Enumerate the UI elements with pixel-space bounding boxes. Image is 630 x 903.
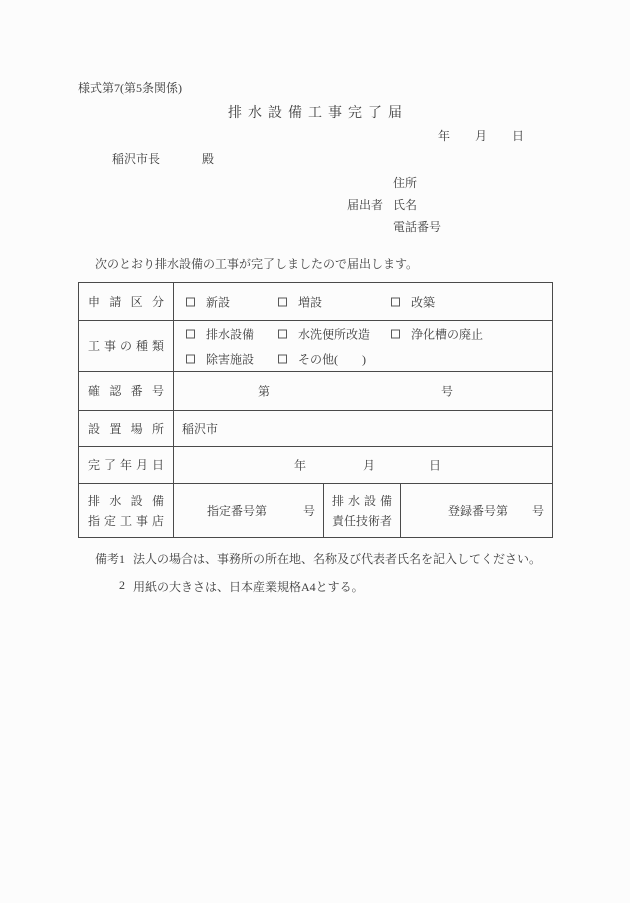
row-label-contractor: 排 水 設 備 指 定 工 事 店 (79, 484, 174, 537)
option-shinsetsu: 新設 (186, 293, 230, 310)
option-haisui-setsubi: 排水設備 (186, 325, 254, 342)
year-label: 年 (438, 129, 451, 143)
location-value: 稲沢市 (182, 422, 219, 436)
option-suisen-benjo-kaizou: 水洗便所改造 (278, 325, 370, 342)
row-label-confirmation-number: 確 認 番 号 (79, 372, 174, 410)
checkbox-unchecked-icon (278, 329, 287, 338)
form-number: 様式第7(第5条関係) (78, 81, 182, 95)
option-joukasou-haishi: 浄化槽の廃止 (391, 325, 483, 342)
month-label: 月 (475, 129, 488, 143)
designation-number-cell: 指定番号第 号 (174, 484, 324, 537)
table-row-completion-date (79, 446, 552, 483)
row-label-application: 申 請 区 分 (79, 283, 174, 320)
addressee-line (112, 150, 214, 167)
registration-number-cell: 登録番号第 号 (447, 504, 544, 518)
table-row-location (79, 410, 552, 446)
page-title: 排水設備工事完了届 (228, 106, 408, 121)
checkbox-unchecked-icon (391, 297, 400, 306)
checkbox-unchecked-icon (391, 329, 400, 338)
row-label-work-type: 工 事 の 種 類 (79, 321, 174, 371)
note-2 (95, 578, 541, 595)
technician-label-cell: 排 水 設 備 責任技術者 (324, 484, 401, 537)
note-2-label: 2 (119, 578, 125, 592)
form-table (78, 282, 553, 538)
checkbox-unchecked-icon (186, 329, 195, 338)
confirmation-number-cell (174, 372, 552, 410)
application-options-cell (174, 283, 552, 320)
table-row-work-type (79, 320, 552, 371)
note-2-text: 用紙の大きさは、日本産業規格A4とする。 (133, 580, 364, 594)
row-label-location: 設 置 場 所 (79, 411, 174, 446)
addressee-name: 稲沢市長 (112, 152, 161, 166)
option-jogai-shisetsu: 除害施設 (186, 350, 254, 367)
completion-day-label: 日 (429, 458, 442, 473)
contractor-cells (174, 484, 552, 537)
completion-date-cell (174, 447, 552, 483)
day-label: 日 (512, 129, 525, 143)
completion-year-label: 年 (294, 458, 307, 473)
number-prefix: 第 (258, 384, 271, 399)
phone-label: 電話番号 (393, 219, 442, 234)
submitter-block (347, 171, 441, 237)
addressee-honorific: 殿 (202, 152, 215, 166)
option-sonota: その他( ) (278, 350, 366, 367)
table-row-application (79, 283, 552, 320)
intro-sentence: 次のとおり排水設備の工事が完了しましたので届出します。 (95, 257, 419, 271)
checkbox-unchecked-icon (186, 297, 195, 306)
completion-month-label: 月 (363, 458, 376, 473)
option-kaichiku: 改築 (391, 293, 435, 310)
submitter-group-label: 届出者 (347, 197, 384, 212)
work-type-options-cell (174, 321, 552, 371)
option-zousetsu: 増設 (278, 293, 322, 310)
location-value-cell (174, 411, 552, 446)
notes-block (95, 550, 541, 606)
checkbox-unchecked-icon (278, 354, 287, 363)
checkbox-unchecked-icon (278, 297, 287, 306)
row-label-completion-date: 完 了 年 月 日 (79, 447, 174, 483)
name-label: 氏名 (393, 197, 418, 212)
note-1-label: 備考1 (95, 552, 126, 566)
table-row-confirmation-number (79, 371, 552, 410)
note-1-text: 法人の場合は、事務所の所在地、名称及び代表者氏名を記入してください。 (133, 552, 542, 566)
table-row-contractor (79, 483, 552, 537)
number-suffix: 号 (441, 384, 454, 399)
address-label: 住所 (393, 175, 418, 190)
date-line (438, 127, 524, 144)
note-1 (95, 550, 541, 567)
checkbox-unchecked-icon (186, 354, 195, 363)
